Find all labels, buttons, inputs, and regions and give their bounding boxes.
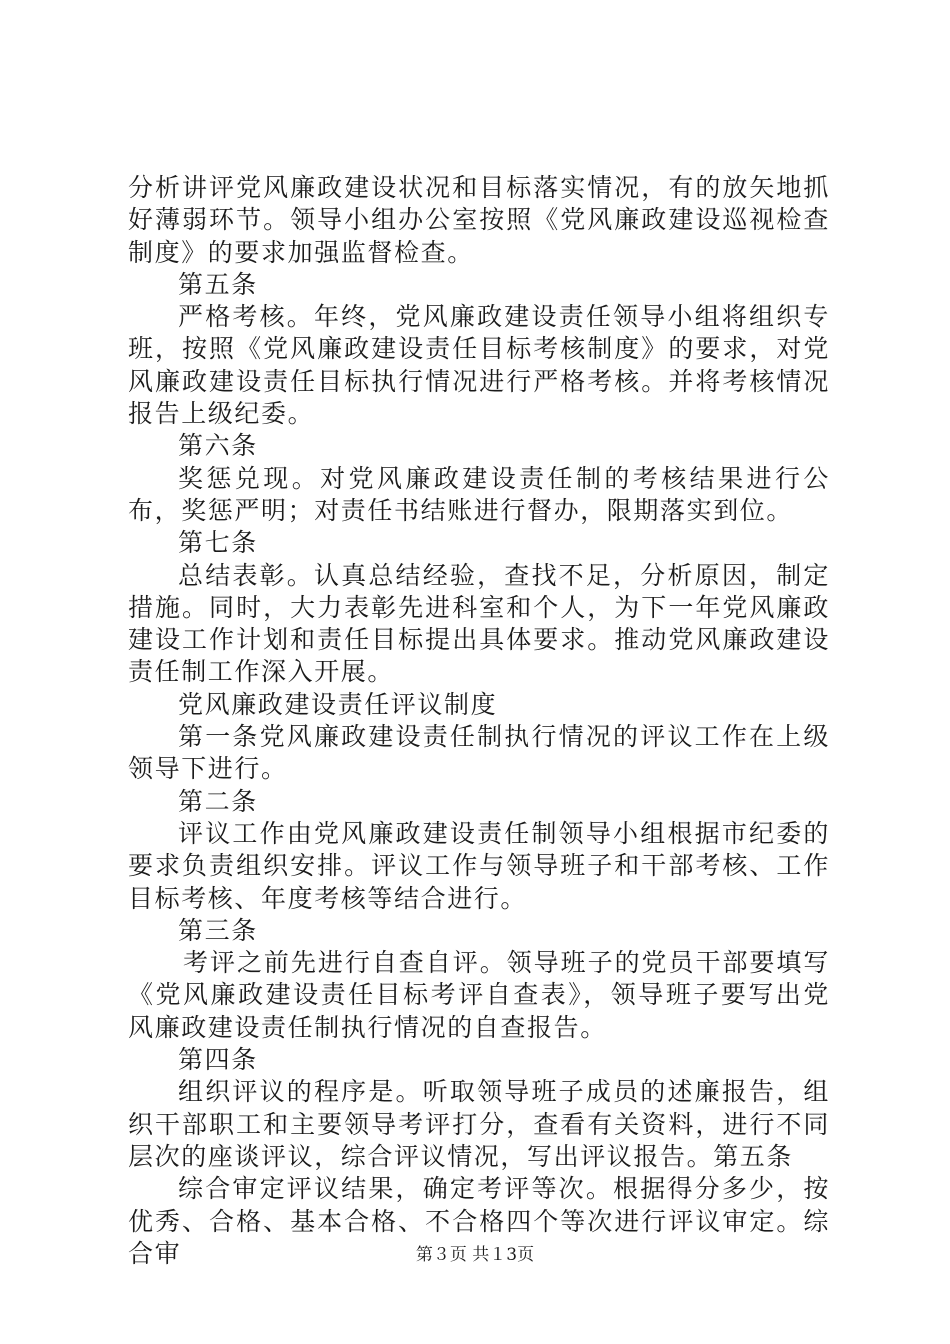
article-heading: 第七条 xyxy=(178,528,258,558)
paragraph: 奖惩兑现。对党风廉政建设责任制的考核结果进行公布，奖惩严明；对责任书结账进行督办，限期落实到位。 xyxy=(128,463,830,525)
paragraph: 组织评议的程序是。听取领导班子成员的述廉报告，组织干部职工和主要领导考评打分，查看有关资料，进行不同层次的座谈评议，综合评议情况，写出评议报告。第五条 xyxy=(128,1077,830,1171)
paragraph: 第一条党风廉政建设责任制执行情况的评议工作在上级领导下进行。 xyxy=(128,722,830,784)
paragraph: 严格考核。年终，党风廉政建设责任领导小组将组织专班，按照《党风廉政建设责任目标考核制度》的要求，对党风廉政建设责任目标执行情况进行严格考核。并将考核情况报告上级纪委。 xyxy=(128,302,830,429)
paragraph: 考评之前先进行自查自评。领导班子的党员干部要填写《党风廉政建设责任目标考评自查表》，领导班子要写出党风廉政建设责任制执行情况的自查报告。 xyxy=(128,948,830,1042)
paragraph: 评议工作由党风廉政建设责任制领导小组根据市纪委的要求负责组织安排。评议工作与领导班子和干部考核、工作目标考核、年度考核等结合进行。 xyxy=(128,818,830,913)
paragraph: 总结表彰。认真总结经验，查找不足，分析原因，制定措施。同时，大力表彰先进科室和个人，为下一年党风廉政建设工作计划和责任目标提出具体要求。推动党风廉政建设责任制工作深入开展。 xyxy=(128,560,830,687)
article-heading: 第四条 xyxy=(178,1045,258,1075)
article-heading: 第六条 xyxy=(178,431,258,461)
article-heading: 第三条 xyxy=(178,915,258,945)
paragraph: 综合审定评议结果，确定考评等次。根据得分多少，按优秀、合格、基本合格、不合格四个等次进行评议审定。综合审 xyxy=(128,1174,830,1268)
document-body xyxy=(128,172,830,1270)
page-number-footer: 第３页 共１3页 xyxy=(415,1245,535,1265)
article-heading: 第五条 xyxy=(178,269,258,299)
section-title: 党风廉政建设责任评议制度 xyxy=(178,689,498,719)
article-heading: 第二条 xyxy=(178,786,258,816)
paragraph-continuation: 分析讲评党风廉政建设状况和目标落实情况，有的放矢地抓好薄弱环节。领导小组办公室按照《党风廉政建设巡视检查制度》的要求加强监督检查。 xyxy=(128,173,830,267)
